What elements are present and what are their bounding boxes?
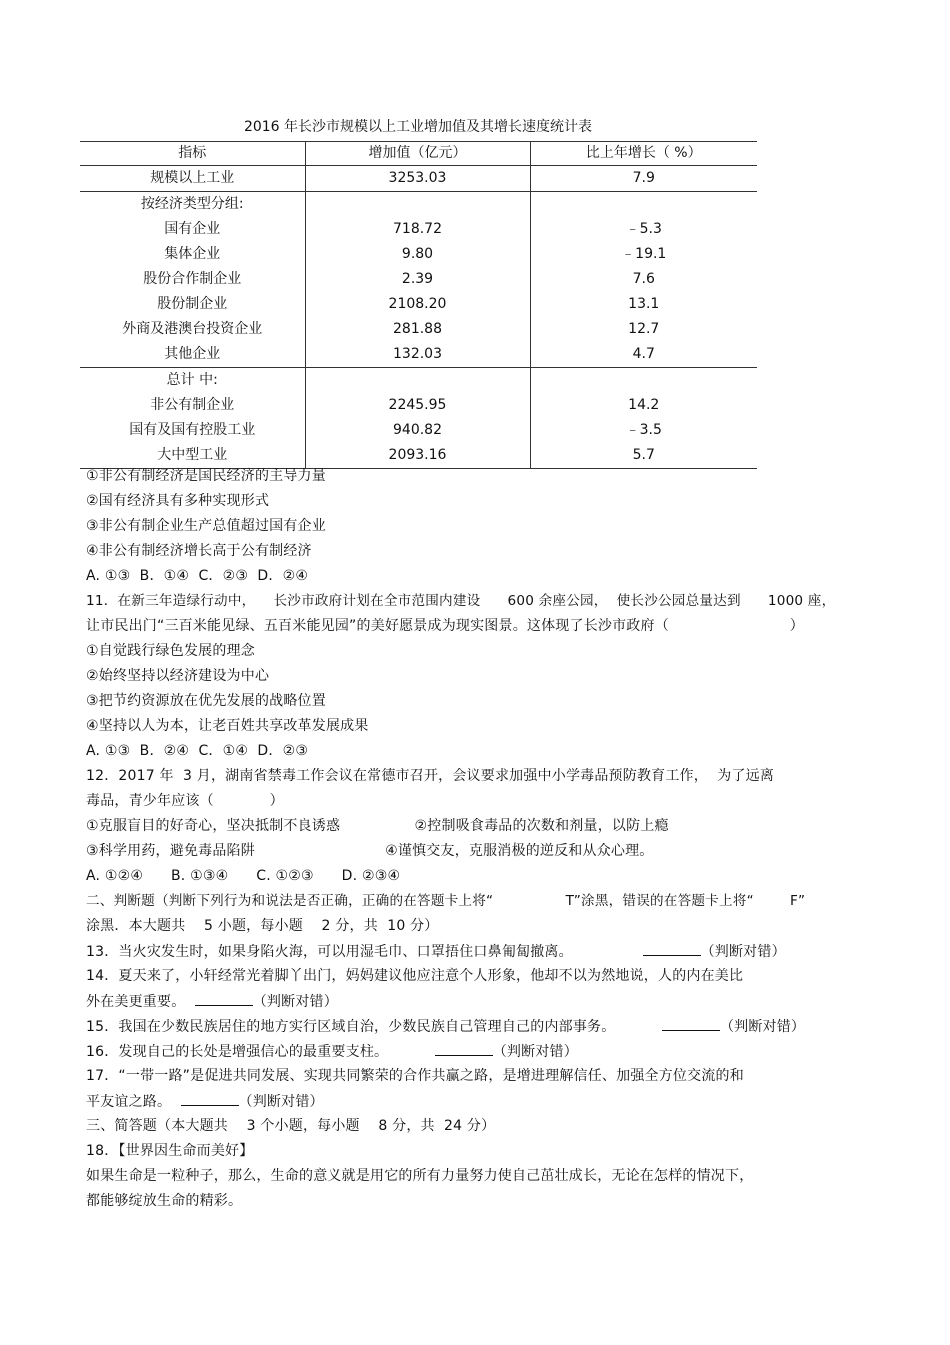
row-growth: 12.7	[530, 317, 757, 342]
row-label: 国有企业	[164, 221, 221, 237]
row-value: 2245.95	[305, 393, 530, 418]
judge-suffix: （判断对错）	[238, 1094, 324, 1110]
section3-heading: 三、简答题（本大题共 3 个小题，每小题 8 分，共 24 分）	[86, 1118, 496, 1134]
table-row	[80, 242, 757, 267]
q10-option-4: ④非公有制经济增长高于公有制经济	[86, 543, 312, 559]
table-row	[80, 418, 757, 443]
group-label: 总计 中:	[166, 372, 218, 388]
row-growth: ﹣5.3	[530, 217, 757, 242]
q17-text: 平友谊之路。	[86, 1094, 172, 1110]
group-label: 按经济类型分组:	[140, 196, 244, 212]
q12-options-row1: ①克服盲目的好奇心，坚决抵制不良诱惑 ②控制吸食毒品的次数和剂量，以防上瘾	[86, 818, 669, 834]
row-growth: 14.2	[530, 393, 757, 418]
row-growth: 7.6	[530, 267, 757, 292]
row-label: 规模以上工业	[80, 166, 305, 192]
row-value: 718.72	[305, 217, 530, 242]
row-growth: 7.9	[530, 166, 757, 192]
section2-heading-line1: 二、判断题（判断下列行为和说法是否正确，正确的在答题卡上将“ T”涂黑，错误的在答题卡上将“ F”	[86, 893, 806, 909]
row-label: 外商及港澳台投资企业	[122, 321, 263, 337]
table-row	[80, 393, 757, 418]
answer-blank[interactable]	[643, 941, 701, 956]
judge-suffix: （判断对错）	[492, 1044, 578, 1060]
row-label: 股份制企业	[157, 296, 228, 312]
row-label: 其他企业	[80, 342, 305, 368]
row-label: 非公有制企业	[150, 397, 235, 413]
table-group-label-row	[80, 192, 757, 218]
q13-text: 13．当火灾发生时，如果身陷火海，可以用湿毛巾、口罩捂住口鼻匍匐撤离。	[86, 944, 573, 960]
q16-line	[86, 1041, 578, 1062]
row-label: 股份合作制企业	[143, 271, 242, 287]
row-growth: 5.7	[530, 443, 757, 469]
q10-option-2: ②国有经济具有多种实现形式	[86, 493, 270, 509]
q12-options-row2: ③科学用药，避免毒品陷阱 ④谨慎交友，克服消极的逆反和从众心理。	[86, 843, 654, 859]
q18-text-line1: 如果生命是一粒种子，那么，生命的意义就是用它的所有力量努力使自己茁壮成长，无论在怎样的情况下，	[86, 1168, 754, 1184]
row-label: 集体企业	[164, 246, 221, 262]
row-label: 大中型工业	[80, 443, 305, 469]
row-value: 2.39	[305, 267, 530, 292]
table-header-row	[80, 142, 757, 166]
q15-line	[86, 1016, 805, 1037]
header-indicator: 指标	[80, 142, 305, 166]
table-group-label-row	[80, 368, 757, 394]
q18-title: 18．【世界因生命而美好】	[86, 1143, 254, 1159]
q11-stem-line2: 让市民出门“三百米能见绿、五百米能见园”的美好愿景成为现实图景。这体现了长沙市政府（ ）	[86, 618, 805, 634]
answer-blank[interactable]	[435, 1041, 493, 1056]
header-growth: 比上年增长（ %）	[530, 142, 757, 166]
answer-blank[interactable]	[662, 1016, 720, 1031]
row-growth: ﹣19.1	[530, 242, 757, 267]
q10-option-1: ①非公有制经济是国民经济的主导力量	[86, 468, 326, 484]
q11-option-3: ③把节约资源放在优先发展的战略位置	[86, 693, 326, 709]
judge-suffix: （判断对错）	[700, 944, 786, 960]
answer-blank[interactable]	[195, 991, 253, 1006]
row-value: 281.88	[305, 317, 530, 342]
table-row	[80, 166, 757, 192]
q14-line2	[86, 991, 338, 1012]
table-row	[80, 217, 757, 242]
row-growth: 13.1	[530, 292, 757, 317]
answer-blank[interactable]	[181, 1091, 239, 1106]
table-row	[80, 267, 757, 292]
q14-text: 外在美更重要。	[86, 994, 186, 1010]
q12-stem-line1: 12．2017 年 3 月，湖南省禁毒工作会议在常德市召开，会议要求加强中小学毒品预防教育工作， 为了远离	[86, 768, 775, 784]
q11-option-1: ①自觉践行绿色发展的理念	[86, 643, 255, 659]
q17-line2	[86, 1091, 324, 1112]
q11-option-4: ④坚持以人为本，让老百姓共享改革发展成果	[86, 718, 369, 734]
q13-line	[86, 941, 786, 962]
q10-option-3: ③非公有制企业生产总值超过国有企业	[86, 518, 326, 534]
row-value: 2093.16	[305, 443, 530, 469]
row-growth: ﹣3.5	[530, 418, 757, 443]
q12-stem-line2: 毒品，青少年应该（ ）	[86, 793, 284, 809]
q15-text: 15．我国在少数民族居住的地方实行区域自治，少数民族自己管理自己的内部事务。	[86, 1019, 616, 1035]
q11-answers: A. ①③ B．②④ C．①④ D．②③	[86, 743, 309, 759]
table-title: 2016 年长沙市规模以上工业增加值及其增长速度统计表	[243, 119, 593, 135]
q14-line1: 14．夏天来了，小轩经常光着脚丫出门，妈妈建议他应注意个人形象，他却不以为然地说，人的内在美比	[86, 968, 744, 984]
table-row	[80, 317, 757, 342]
section2-heading-line2: 涂黑．本大题共 5 小题，每小题 2 分，共 10 分）	[86, 918, 439, 934]
table-row	[80, 292, 757, 317]
q11-option-2: ②始终坚持以经济建设为中心	[86, 668, 270, 684]
table-row	[80, 443, 757, 469]
row-growth: 4.7	[530, 342, 757, 368]
row-value: 940.82	[305, 418, 530, 443]
q18-text-line2: 都能够绽放生命的精彩。	[86, 1193, 243, 1209]
judge-suffix: （判断对错）	[719, 1019, 806, 1035]
header-value: 增加值（亿元）	[305, 142, 530, 166]
q16-text: 16．发现自己的长处是增强信心的最重要支柱。	[86, 1044, 389, 1060]
row-value: 3253.03	[305, 166, 530, 192]
table-row	[80, 342, 757, 368]
q17-line1: 17．“一带一路”是促进共同发展、实现共同繁荣的合作共赢之路，是增进理解信任、加强全方位交流的和	[86, 1068, 744, 1084]
judge-suffix: （判断对错）	[252, 994, 338, 1010]
row-value: 2108.20	[305, 292, 530, 317]
row-value: 9.80	[305, 242, 530, 267]
q10-answers: A. ①③ B．①④ C．②③ D．②④	[86, 568, 309, 584]
q12-answers: A. ①②④ B. ①③④ C. ①②③ D. ②③④	[86, 868, 401, 884]
row-label: 国有及国有控股工业	[129, 422, 256, 438]
row-value: 132.03	[305, 342, 530, 368]
statistics-table	[80, 141, 757, 469]
q11-stem-line1: 11．在新三年造绿行动中， 长沙市政府计划在全市范围内建设 600 余座公园， 使长沙公园总量达到 1000 座，	[86, 593, 836, 609]
